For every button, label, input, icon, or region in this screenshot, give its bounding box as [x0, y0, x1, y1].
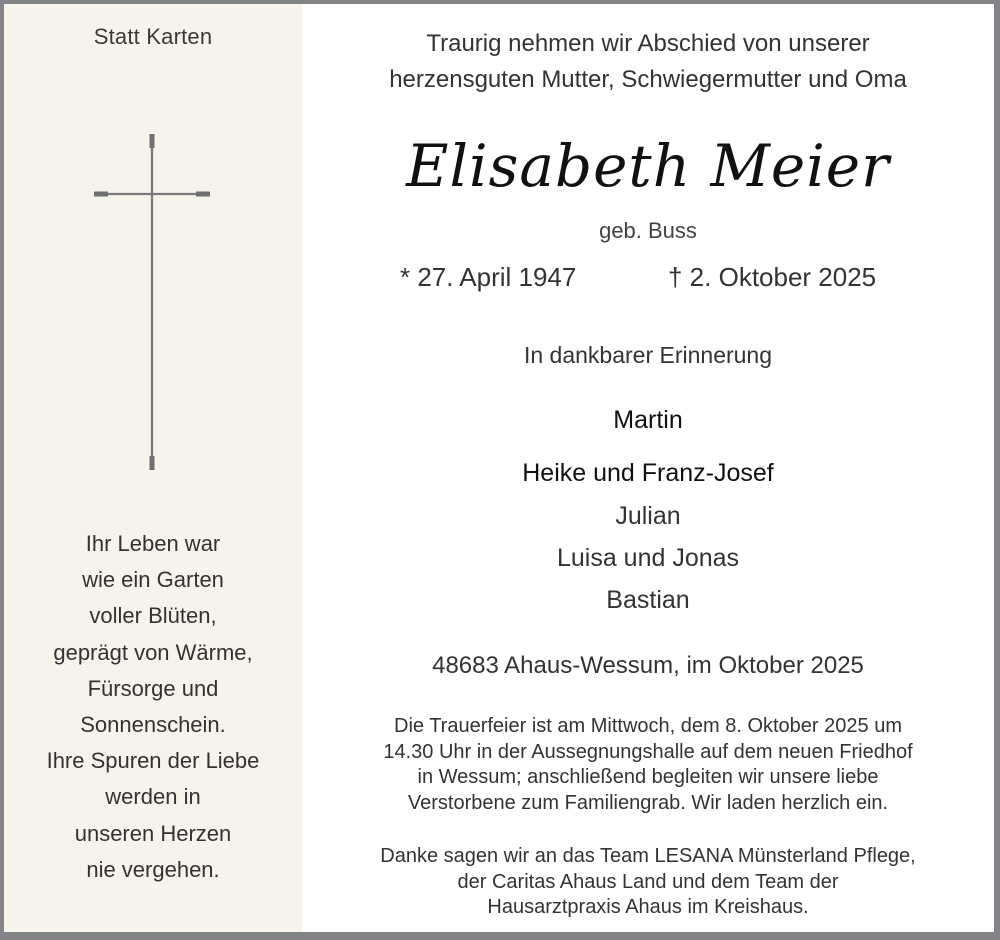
statt-karten-label: Statt Karten [93, 24, 213, 49]
intro-line: Traurig nehmen wir Abschied von unserer [426, 30, 870, 57]
service-line: Verstorbene zum Familiengrab. Wir laden herzlich ein. [407, 791, 889, 814]
thanks-line: Hausarztpraxis Ahaus im Kreishaus. [487, 896, 809, 918]
service-line: 14.30 Uhr in der Aussegnungshalle auf dem neuen Friedhof [383, 740, 913, 763]
funeral-service-info [302, 714, 994, 816]
intro-text [302, 26, 994, 98]
poem-line: Ihre Spuren der Liebe [46, 748, 260, 774]
poem-line: wie ein Garten [82, 567, 224, 593]
service-line: in Wessum; anschließend begleiten wir unsere liebe [417, 766, 879, 788]
thanks-line: der Caritas Ahaus Land und dem Team der [457, 870, 839, 893]
intro-line: herzensguten Mutter, Schwiegermutter und Oma [389, 66, 907, 93]
family-member: Julian [615, 502, 681, 530]
poem-line: unseren Herzen [74, 820, 232, 846]
thanks-line: Danke sagen wir an das Team LESANA Münsterland Pflege, [380, 845, 916, 867]
family-member: Bastian [606, 586, 690, 614]
thanks-text [302, 844, 994, 921]
birth-date: * 27. April 1947 [400, 262, 577, 292]
poem-line: Ihr Leben war [85, 531, 221, 556]
family-member: Luisa und Jonas [556, 544, 740, 572]
poem-line: Sonnenschein. [80, 712, 226, 738]
death-date: † 2. Oktober 2025 [668, 262, 877, 292]
poem-line: werden in [105, 784, 201, 810]
main-content [302, 4, 994, 932]
place-date: 48683 Ahaus-Wessum, im Oktober 2025 [432, 652, 864, 679]
service-line: Die Trauerfeier ist am Mittwoch, dem 8. Oktober 2025 um [394, 715, 902, 737]
sidebar [4, 4, 302, 932]
cross-icon [92, 132, 212, 472]
poem-line: voller Blüten, [89, 603, 217, 629]
poem-line: Fürsorge und [87, 675, 219, 701]
poem-line: geprägt von Wärme, [53, 639, 253, 665]
poem-line: nie vergehen. [86, 856, 220, 882]
family-member: Heike und Franz-Josef [522, 459, 774, 487]
maiden-name: geb. Buss [599, 218, 697, 243]
poem [4, 526, 302, 888]
memory-line: In dankbarer Erinnerung [523, 342, 773, 368]
deceased-name: Elisabeth Meier [406, 132, 890, 200]
family-member: Martin [613, 406, 683, 434]
obituary-card [4, 4, 994, 932]
